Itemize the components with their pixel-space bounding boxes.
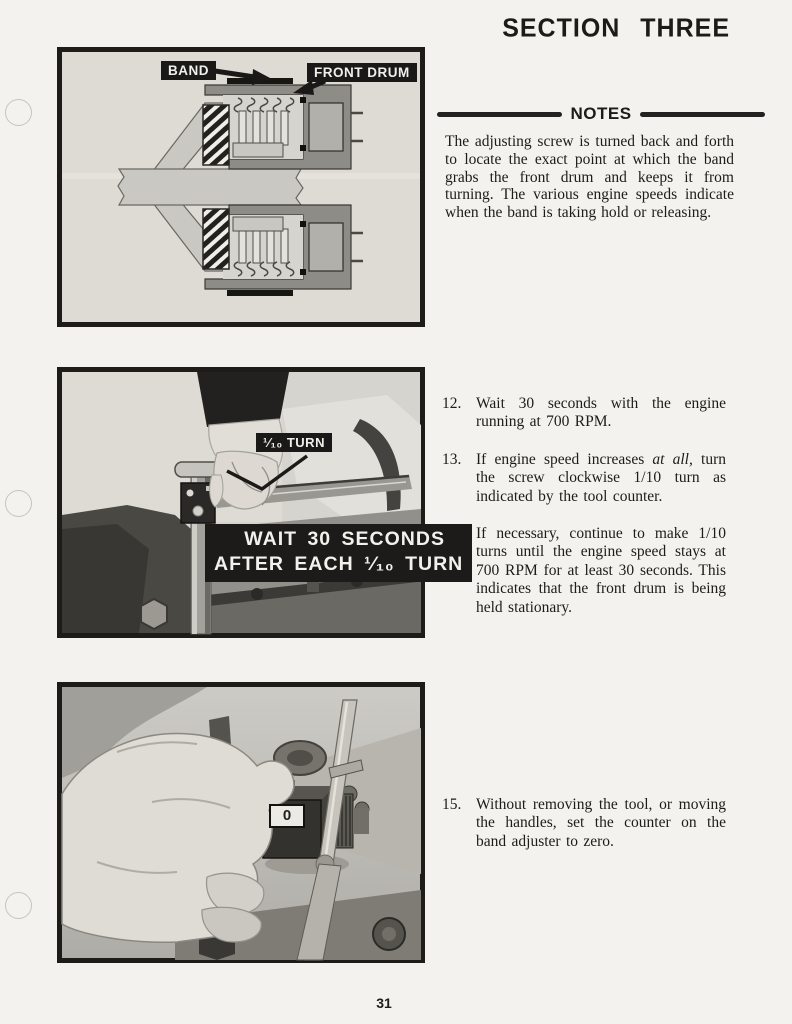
photo-art [57,367,425,638]
hole-punch [5,99,32,126]
page-number: 31 [376,995,392,1011]
hole-punch [5,490,32,517]
band-part [227,290,293,296]
step-text: If engine speed increases at all, turn the screw clockwise 1/10 turn as indicated by the tool counter. [476,450,727,505]
band-label: BAND [161,61,216,80]
step-12 [442,395,726,432]
step-text: Wait 30 seconds with the engine running at 700 RPM. [476,395,726,431]
step-number: 15. [442,796,462,813]
step-number: 13. [442,450,462,468]
step-15 [442,796,726,851]
steps-12-14 [442,395,726,617]
section-header: SECTION THREE [502,13,730,43]
step-number: 14. [442,525,462,543]
counter-display: 0 [269,804,305,828]
step-number: 12. [442,395,462,412]
front-drum-label: FRONT DRUM [307,63,417,82]
photo-art [57,682,425,963]
photo-caption [205,524,472,582]
caption-line-2: AFTER EACH ¹⁄₁₀ TURN [214,553,464,575]
caption-line-1: WAIT 30 SECONDS [244,528,445,550]
tenth-turn-callout: ¹⁄₁₀ TURN [256,433,332,452]
notes-rule-right [640,112,765,117]
step-15-block [442,796,726,851]
step-text: If necessary, continue to make 1/10 turns until the engine speed stays at 700 RPM for at least 30 seconds. This indicates that the front drum is being held stationary. [476,525,726,616]
diagram-art [57,47,425,327]
counter-zero-photo [57,682,425,963]
step-13 [442,451,726,506]
band-drum-diagram [57,47,425,327]
hole-punch [5,892,32,919]
notes-section [437,104,765,222]
notes-body: The adjusting screw is turned back and forth to locate the exact point at which the band grabs the front drum and keeps it from turning. The various engine speeds indicate when the band is taking hold or releasing. [445,133,734,222]
notes-rule-left [437,112,562,117]
notes-title: NOTES [570,104,632,123]
step-text: Without removing the tool, or moving the handles, set the counter on the band adjuster to zero. [476,796,726,850]
step-14 [442,525,726,617]
